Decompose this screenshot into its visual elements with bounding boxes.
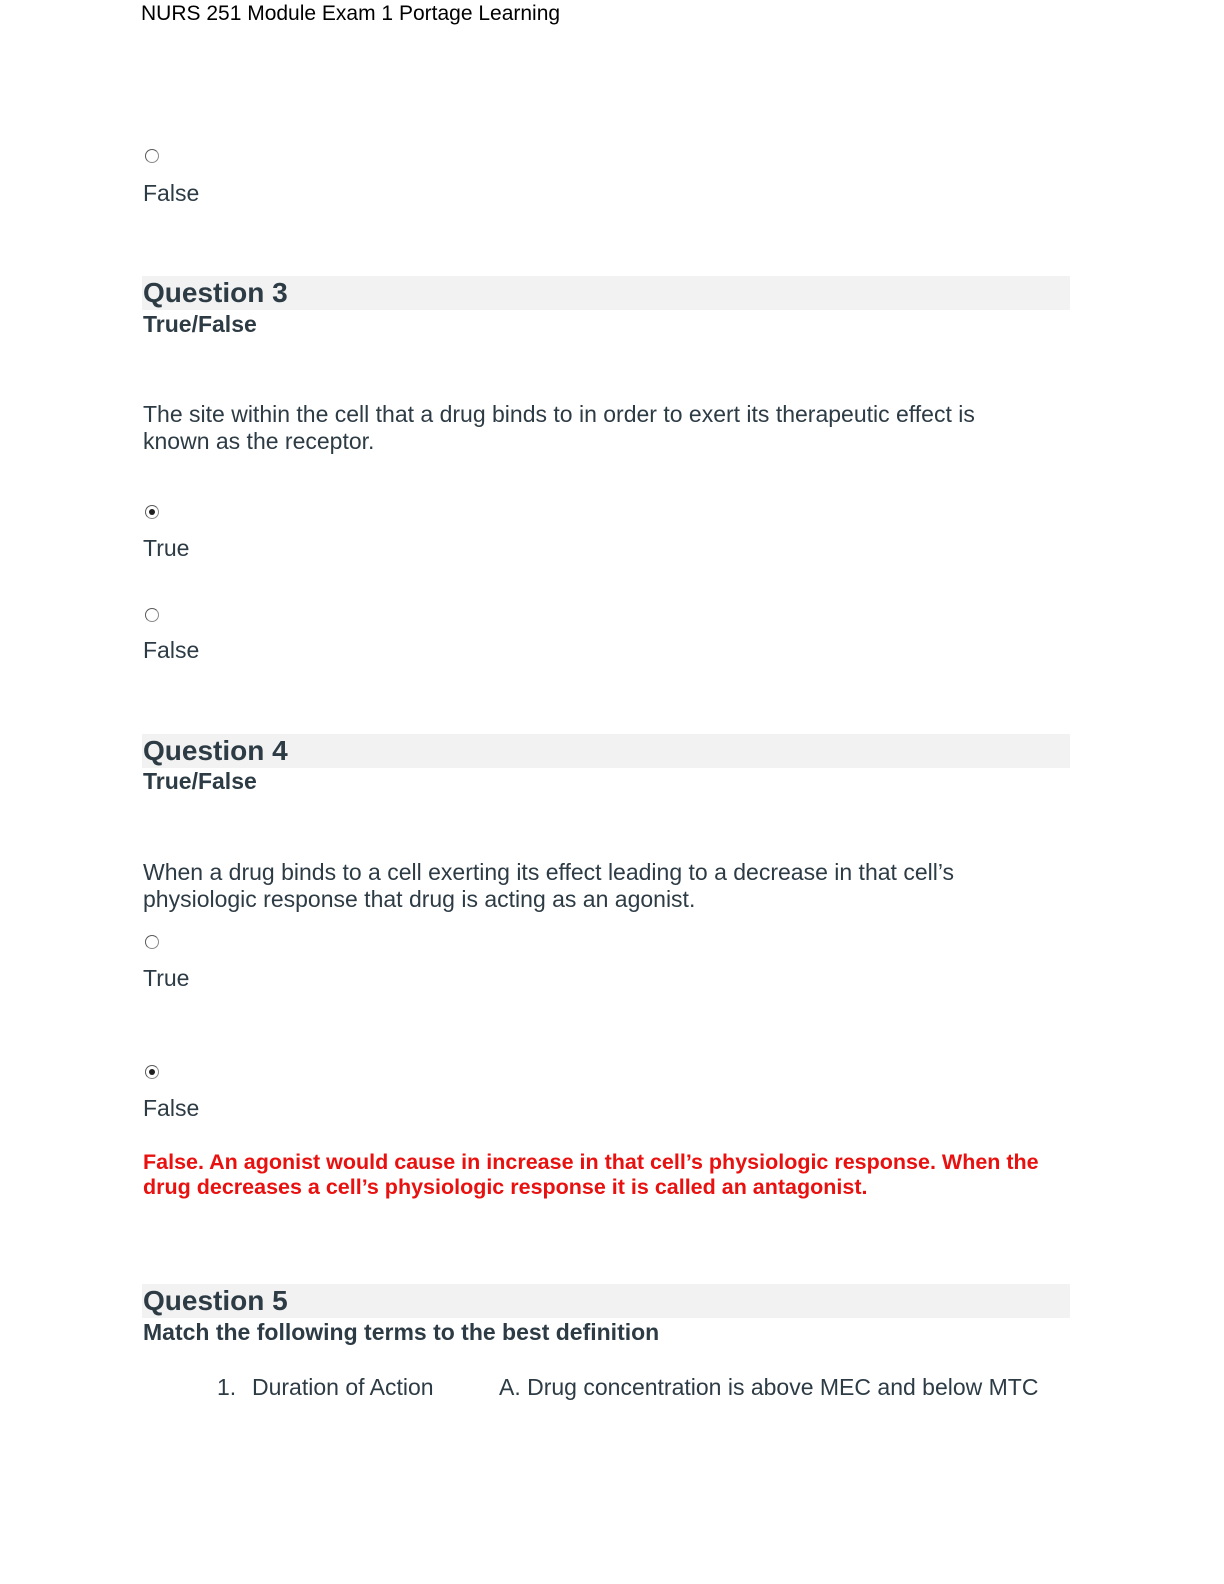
q4-true-label: True <box>143 965 190 991</box>
q3-false-radio[interactable] <box>145 608 159 622</box>
question-5-type: Match the following terms to the best definition <box>143 1319 660 1345</box>
question-3-type: True/False <box>143 311 257 337</box>
question-4-feedback: False. An agonist would cause in increase in that cell’s physiologic response. When the drug decreases a cell’s physiologic response it is called an antagonist. <box>143 1150 1039 1199</box>
document-header: NURS 251 Module Exam 1 Portage Learning <box>141 2 561 25</box>
q4-false-radio[interactable] <box>145 1065 159 1079</box>
question-5-title: Question 5 <box>143 1285 288 1316</box>
match-term-number: 1. <box>217 1374 237 1400</box>
q2-false-label: False <box>143 180 200 206</box>
match-definition-label: A. Drug concentration is above MEC and below MTC <box>499 1374 1039 1400</box>
q3-false-label: False <box>143 637 200 663</box>
q4-false-label: False <box>143 1095 200 1121</box>
q4-true-radio[interactable] <box>145 935 159 949</box>
q2-false-radio[interactable] <box>145 149 159 163</box>
question-3-title: Question 3 <box>143 277 288 308</box>
q3-true-label: True <box>143 535 190 561</box>
q3-true-radio[interactable] <box>145 505 159 519</box>
question-4-title: Question 4 <box>143 735 288 766</box>
match-term-label: Duration of Action <box>252 1374 434 1400</box>
question-4-type: True/False <box>143 768 257 794</box>
question-3-text: The site within the cell that a drug binds to in order to exert its therapeutic effect is known as the receptor. <box>143 401 975 454</box>
question-4-text: When a drug binds to a cell exerting its effect leading to a decrease in that cell’s physiologic response that drug is acting as an agonist. <box>143 859 955 912</box>
